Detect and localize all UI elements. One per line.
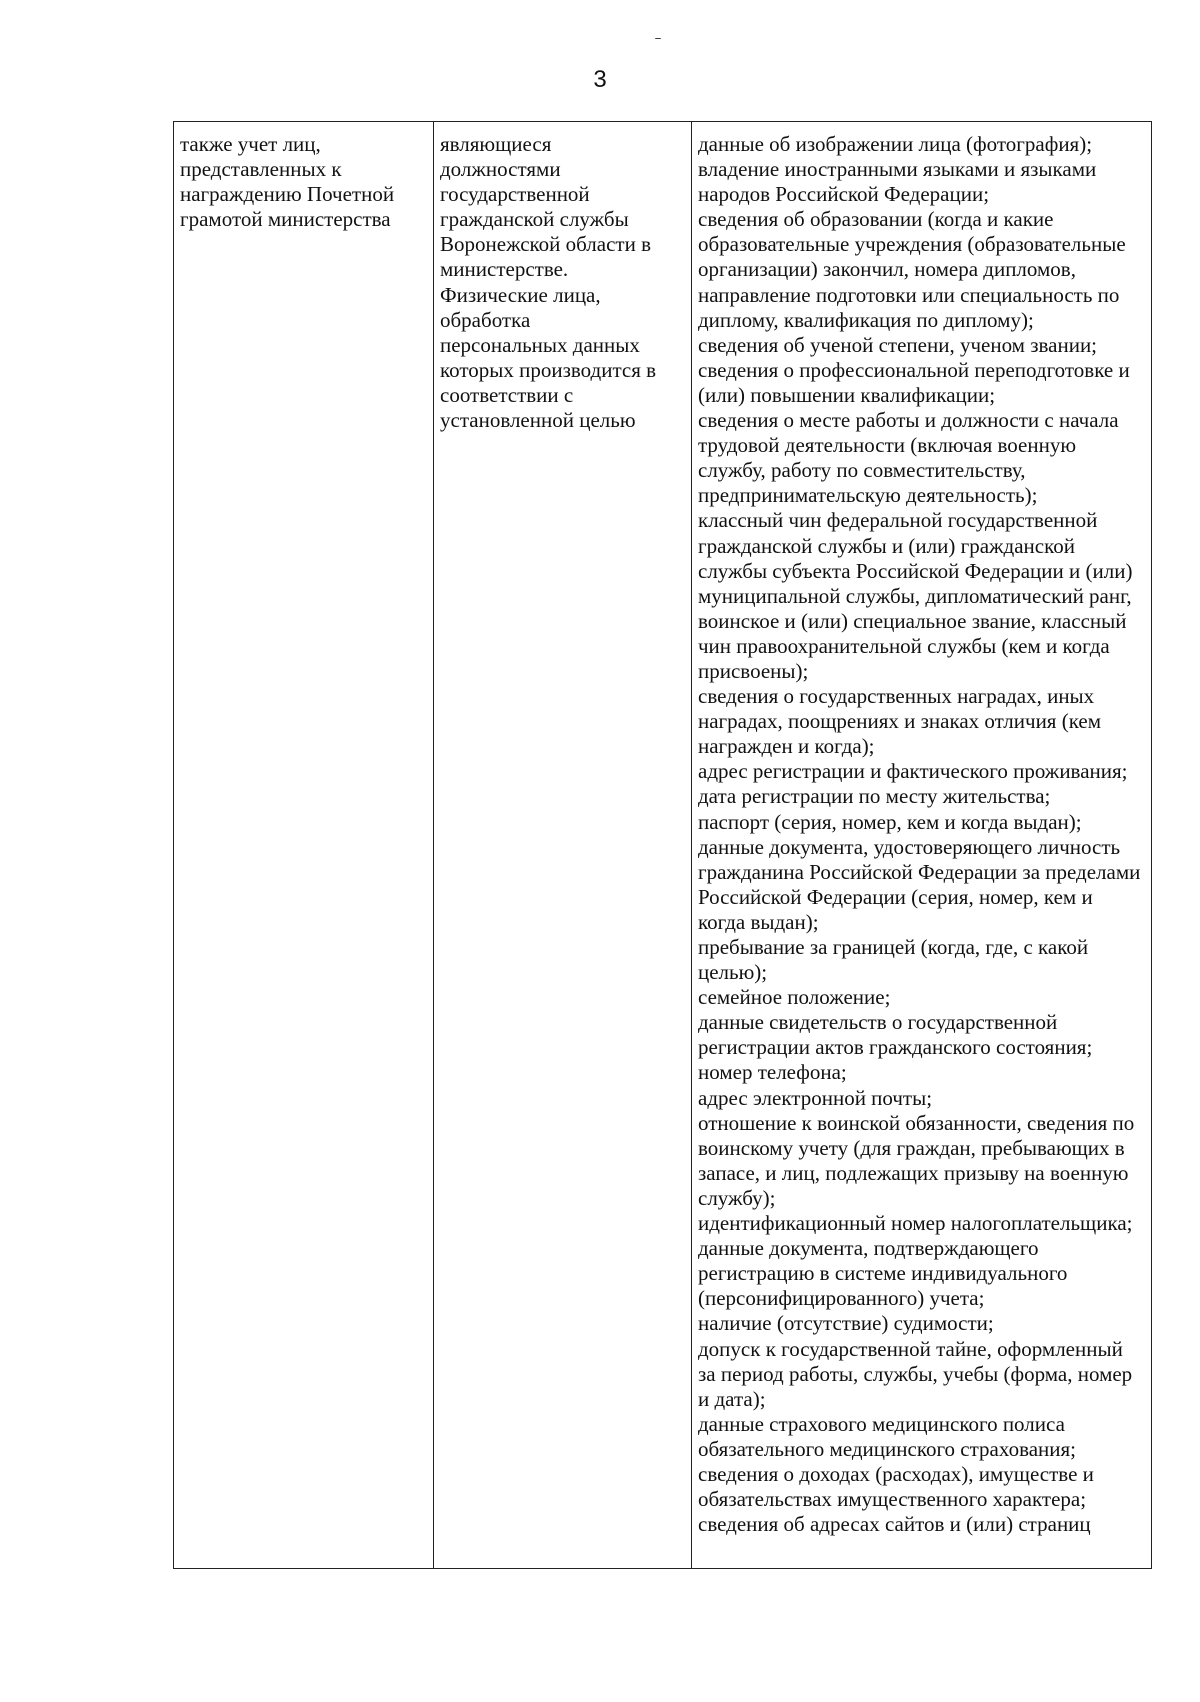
- list-item: данные документа, удостоверяющего личность гражданина Российской Федерации за пределами Российской Федерации (серия, номер, кем и когда выдан);: [698, 834, 1141, 934]
- list-item: номер телефона;: [698, 1060, 847, 1085]
- list-item: паспорт (серия, номер, кем и когда выдан);: [698, 809, 1082, 834]
- list-item: адрес регистрации и фактического проживания;: [698, 759, 1128, 784]
- purpose-text: также учет лиц, представленных к награждению Почетной грамотой министерства: [180, 132, 395, 232]
- list-item: адрес электронной почты;: [698, 1085, 933, 1110]
- cell-data-list: [692, 122, 1152, 1569]
- list-item: данные страхового медицинского полиса обязательного медицинского страхования;: [698, 1411, 1076, 1461]
- data-list: [698, 132, 1147, 1537]
- cell-purpose: [174, 122, 434, 1569]
- scan-mark: ˗: [655, 26, 661, 46]
- list-item: пребывание за границей (когда, где, с какой целью);: [698, 935, 1089, 985]
- list-item: сведения о государственных наградах, иных наградах, поощрениях и знаках отличия (кем награжден и когда);: [698, 684, 1101, 759]
- list-item: сведения об адресах сайтов и (или) страниц: [698, 1512, 1091, 1537]
- page-number: 3: [593, 66, 607, 93]
- list-item: семейное положение;: [698, 985, 891, 1010]
- list-item: сведения о месте работы и должности с начала трудовой деятельности (включая военную службу, работу по совместительству, предпринимательскую деятельность);: [698, 408, 1119, 508]
- list-item: сведения об ученой степени, ученом звании;: [698, 332, 1098, 357]
- list-item: идентификационный номер налогоплательщика;: [698, 1211, 1133, 1236]
- list-item: допуск к государственной тайне, оформленный за период работы, службы, учебы (форма, номер и дата);: [698, 1336, 1133, 1411]
- cell-subjects: [434, 122, 692, 1569]
- list-item: сведения о профессиональной переподготовке и (или) повышении квалификации;: [698, 357, 1130, 407]
- data-table: [173, 121, 1152, 1569]
- list-item: данные свидетельств о государственной регистрации актов гражданского состояния;: [698, 1010, 1093, 1060]
- list-item: дата регистрации по месту жительства;: [698, 784, 1051, 809]
- list-item: отношение к воинской обязанности, сведения по воинскому учету (для граждан, пребывающих в запасе, и лиц, подлежащих призыву на военную службу);: [698, 1110, 1135, 1210]
- list-item: данные об изображении лица (фотография);: [698, 132, 1093, 156]
- list-item: сведения об образовании (когда и какие образовательные учреждения (образовательные организации) закончил, номера дипломов, направление подготовки или специальность по диплому, квалификация по диплому);: [698, 207, 1126, 332]
- list-item: наличие (отсутствие) судимости;: [698, 1311, 994, 1336]
- table-row: [174, 122, 1152, 1569]
- list-item: данные документа, подтверждающего регистрацию в системе индивидуального (персонифицированного) учета;: [698, 1236, 1068, 1311]
- subjects-text: являющиеся должностями государственной гражданской службы Воронежской области в министерстве. Физические лица, обработка персональных данных которых производится в соответствии с установленной целью: [440, 132, 657, 433]
- list-item: классный чин федеральной государственной гражданской службы и (или) гражданской службы субъекта Российской Федерации и (или) муниципальной службы, дипломатический ранг, воинское и (или) специальное звание, классный чин правоохранительной службы (кем и когда присвоены);: [698, 508, 1133, 683]
- list-item: сведения о доходах (расходах), имуществе и обязательствах имущественного характера;: [698, 1461, 1094, 1512]
- list-item: владение иностранными языками и языками народов Российской Федерации;: [698, 157, 1097, 207]
